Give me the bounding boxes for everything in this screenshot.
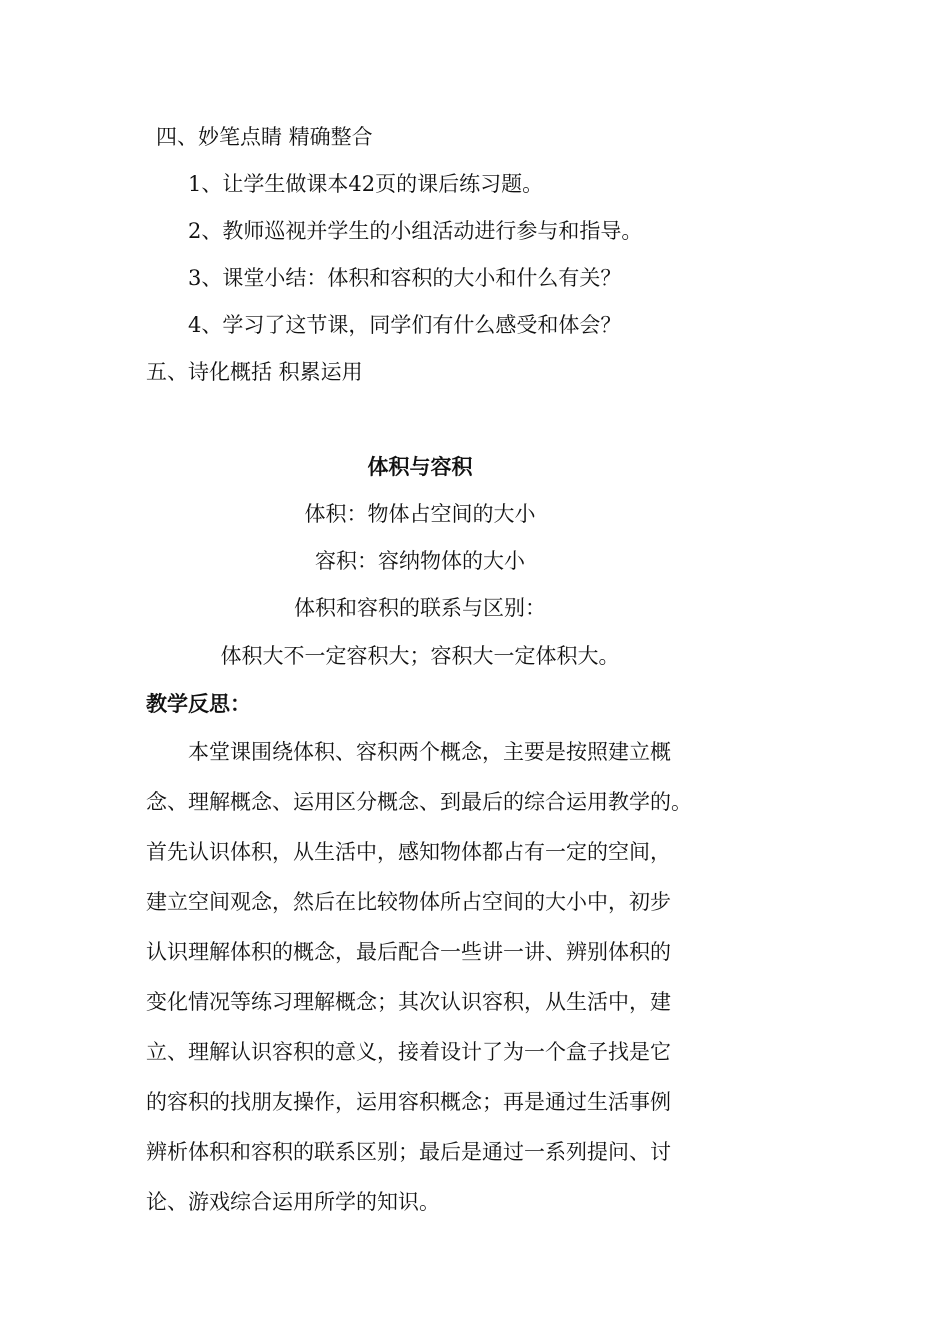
reflection-line-6: 变化情况等练习理解概念；其次认识容积，从生活中，建 <box>146 990 671 1014</box>
reflection-paragraph <box>146 727 706 1227</box>
board-line-volume: 体积：物体占空间的大小 <box>304 502 536 526</box>
section-4-item-1: 1、让学生做课本42页的课后练习题。 <box>188 172 544 196</box>
section-4-heading: 四、妙笔点睛 精确整合 <box>156 125 373 149</box>
board-line-conclusion: 体积大不一定容积大；容积大一定体积大。 <box>220 644 620 668</box>
reflection-line-5: 认识理解体积的概念，最后配合一些讲一讲、辨别体积的 <box>146 940 671 964</box>
section-5-heading: 五、诗化概括 积累运用 <box>146 360 363 384</box>
reflection-line-7: 立、理解认识容积的意义，接着设计了为一个盒子找是它 <box>146 1040 671 1064</box>
section-4-item-3: 3、课堂小结：体积和容积的大小和什么有关？ <box>188 266 622 290</box>
section-4-item-2: 2、教师巡视并学生的小组活动进行参与和指导。 <box>188 219 643 243</box>
reflection-line-8: 的容积的找朋友操作，运用容积概念；再是通过生活事例 <box>146 1090 671 1114</box>
reflection-line-1: 本堂课围绕体积、容积两个概念，主要是按照建立概 <box>188 740 671 764</box>
board-line-capacity: 容积：容纳物体的大小 <box>315 549 525 573</box>
section-4-item-4: 4、学习了这节课，同学们有什么感受和体会？ <box>188 313 622 337</box>
board-line-relation: 体积和容积的联系与区别： <box>294 596 546 620</box>
reflection-line-4: 建立空间观念，然后在比较物体所占空间的大小中，初步 <box>146 890 671 914</box>
reflection-line-9: 辨析体积和容积的联系区别；最后是通过一系列提问、讨 <box>146 1140 671 1164</box>
reflection-heading: 教学反思： <box>146 692 251 716</box>
board-title: 体积与容积 <box>367 455 473 479</box>
reflection-line-10: 论、游戏综合运用所学的知识。 <box>146 1190 440 1214</box>
reflection-line-3: 首先认识体积，从生活中，感知物体都占有一定的空间， <box>146 840 671 864</box>
reflection-line-2: 念、理解概念、运用区分概念、到最后的综合运用教学的。 <box>146 790 692 814</box>
